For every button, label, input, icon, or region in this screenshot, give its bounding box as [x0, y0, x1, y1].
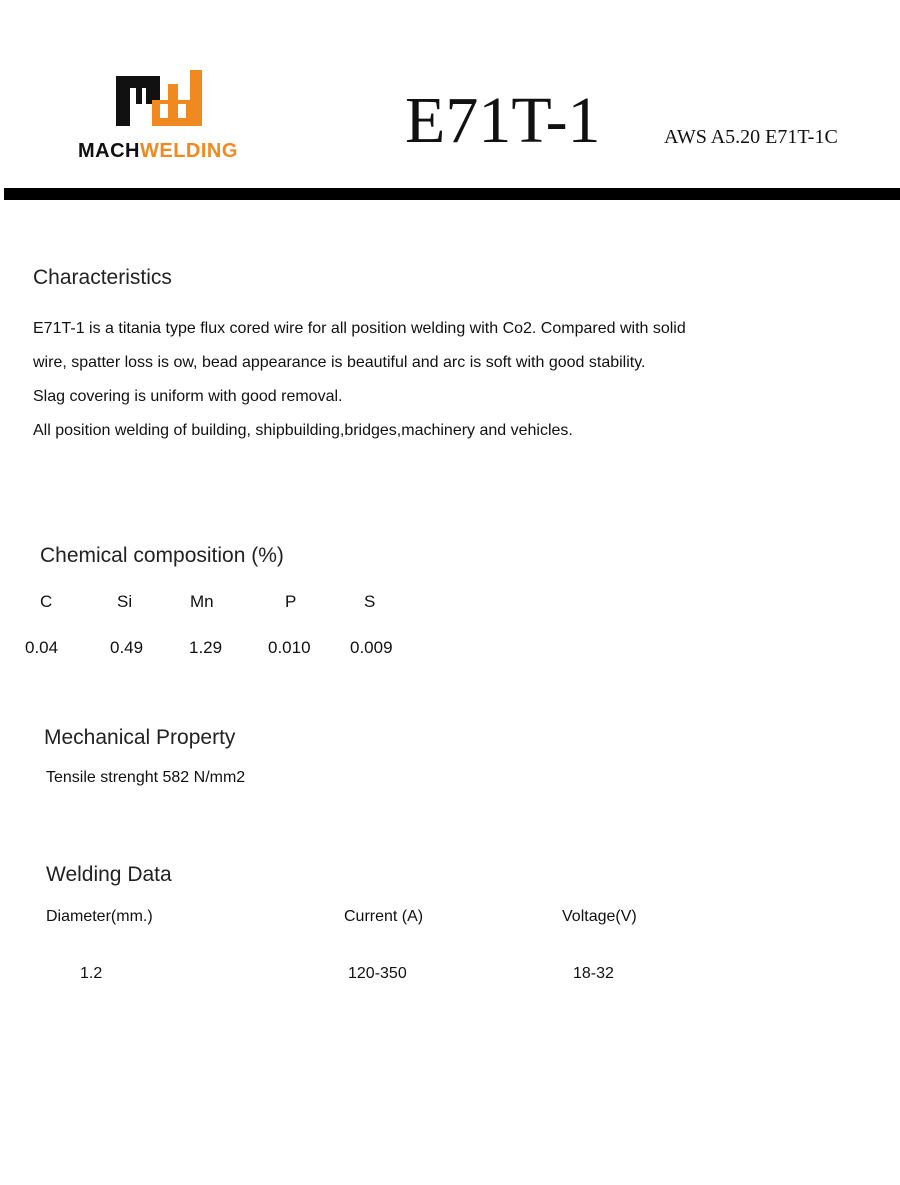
- characteristics-line: Slag covering is uniform with good removal.: [33, 388, 343, 405]
- characteristics-line: All position welding of building, shipbuilding,bridges,machinery and vehicles.: [33, 422, 573, 439]
- chemical-header-s: S: [364, 592, 376, 611]
- characteristics-line: E71T-1 is a titania type flux cored wire for all position welding with Co2. Compared with solid: [33, 320, 686, 337]
- chemical-header-p: P: [285, 592, 297, 611]
- brand-name: [78, 140, 238, 163]
- welding-header-current: Current (A): [344, 908, 424, 925]
- chemical-title: Chemical composition (%): [40, 544, 284, 567]
- brand-name-mach: MACH: [78, 140, 140, 162]
- brand-logo: [78, 70, 248, 165]
- chemical-header-mn: Mn: [190, 592, 214, 611]
- chemical-value-mn: 1.29: [189, 638, 223, 657]
- characteristics-line: wire, spatter loss is ow, bead appearance is beautiful and arc is soft with good stability.: [33, 354, 646, 371]
- welding-title: Welding Data: [46, 863, 172, 886]
- mechanical-title: Mechanical Property: [44, 726, 236, 749]
- chemical-value-c: 0.04: [25, 638, 59, 657]
- tensile-strength: Tensile strenght 582 N/mm2: [46, 769, 246, 786]
- machwelding-logo-icon: [116, 70, 208, 126]
- chemical-value-si: 0.49: [110, 638, 144, 657]
- characteristics-title: Characteristics: [33, 266, 172, 289]
- chemical-value-s: 0.009: [350, 638, 393, 657]
- chemical-value-p: 0.010: [268, 638, 311, 657]
- header-divider: [4, 188, 900, 200]
- welding-value-diameter: 1.2: [80, 965, 103, 982]
- welding-header-diameter: Diameter(mm.): [46, 908, 153, 925]
- product-code: E71T-1: [405, 84, 601, 157]
- aws-standard: AWS A5.20 E71T-1C: [664, 126, 838, 148]
- chemical-header-c: C: [40, 592, 53, 611]
- welding-value-current: 120-350: [348, 965, 407, 982]
- chemical-header-si: Si: [117, 592, 133, 611]
- welding-value-voltage: 18-32: [573, 965, 614, 982]
- welding-header-voltage: Voltage(V): [562, 908, 637, 925]
- brand-name-welding: WELDING: [140, 140, 238, 162]
